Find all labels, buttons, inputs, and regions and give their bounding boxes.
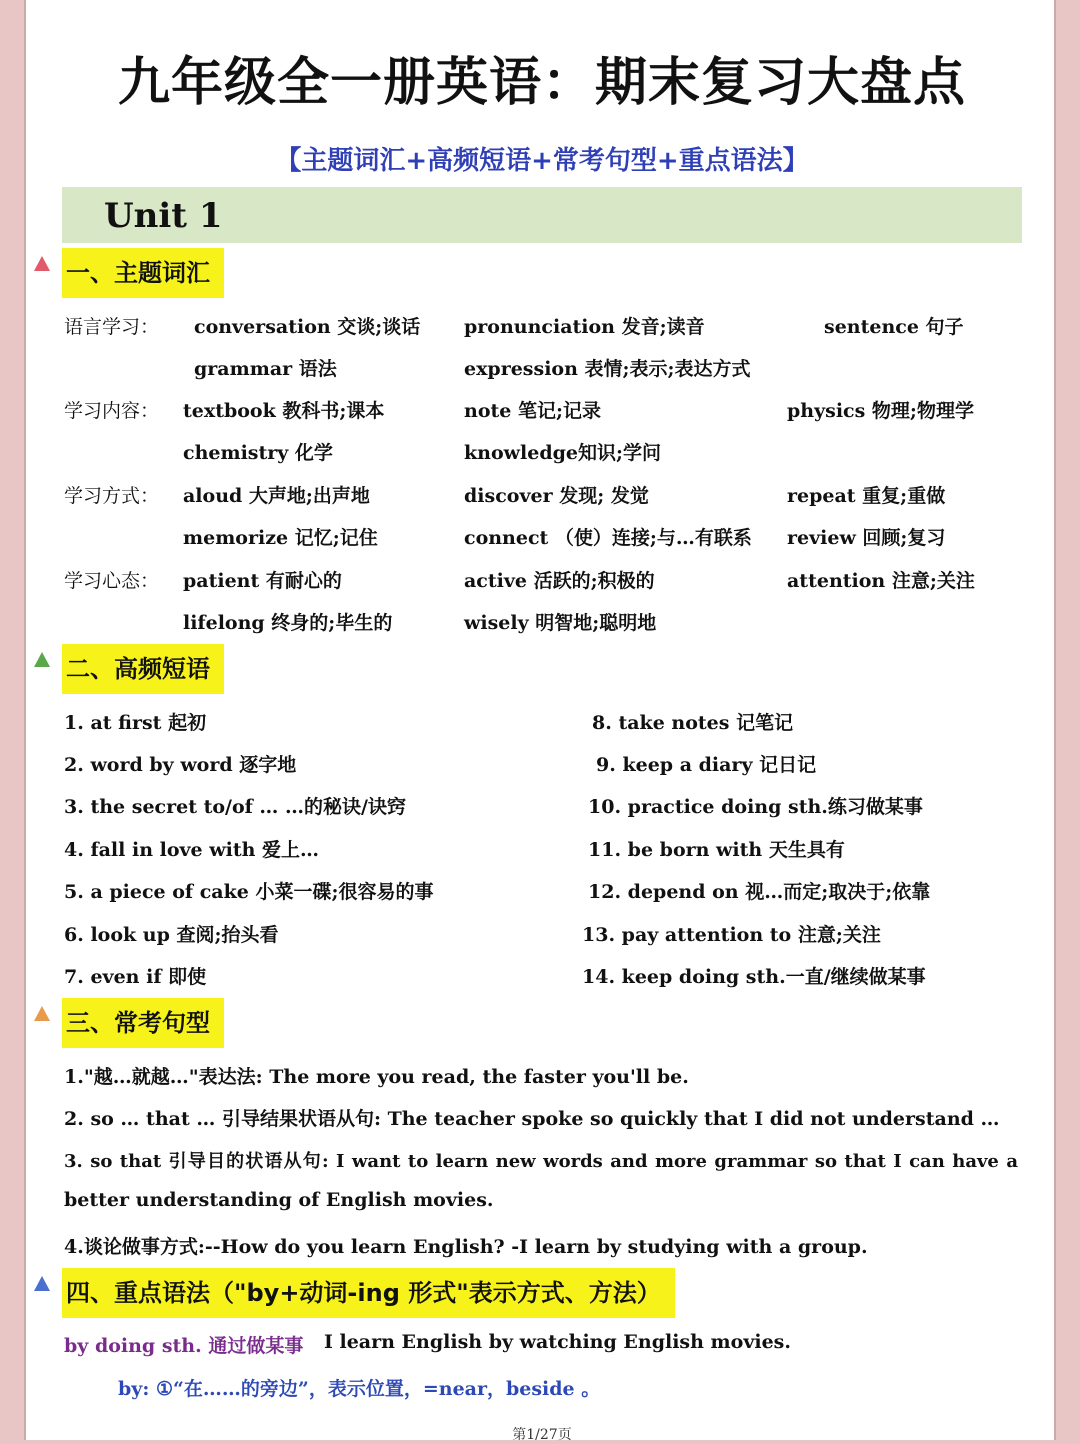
grammar-rule: by doing sth. 通过做某事 <box>64 1335 304 1357</box>
vocab-category: 学习内容： <box>64 400 160 422</box>
pattern-line: 4.谈论做事方式:--How do you learn English? -I learn by studying with a group. <box>64 1236 868 1258</box>
pattern-line: 1."越…就越…"表达法: The more you read, the faster you'll be. <box>64 1066 689 1088</box>
triangle-marker-icon <box>34 652 50 667</box>
vocab-item: patient 有耐心的 <box>183 570 342 592</box>
phrase-item: 13. pay attention to 注意;关注 <box>582 924 881 946</box>
vocab-item: wisely 明智地;聪明地 <box>464 612 657 634</box>
phrase-item: 12. depend on 视…而定;取决于;依靠 <box>588 881 931 903</box>
vocab-category: 学习心态： <box>64 570 160 592</box>
vocab-item: conversation 交谈;谈话 <box>194 316 421 338</box>
pattern-line: 2. so … that … 引导结果状语从句: The teacher spoke so quickly that I did not understand … <box>64 1108 1000 1130</box>
section-heading-vocabulary: 一、主题词汇 <box>62 248 224 298</box>
triangle-marker-icon <box>34 1006 50 1021</box>
triangle-marker-icon <box>34 1276 50 1291</box>
grammar-example: I learn English by watching English movies. <box>324 1331 791 1353</box>
vocab-item: discover 发现; 发觉 <box>464 485 649 507</box>
section-heading-sentence-patterns: 三、常考句型 <box>62 998 224 1048</box>
vocab-item: sentence 句子 <box>824 316 964 338</box>
triangle-marker-icon <box>34 256 50 271</box>
vocab-item: connect （使）连接;与…有联系 <box>464 527 752 549</box>
vocab-item: knowledge知识;学问 <box>464 442 661 464</box>
phrase-item: 2. word by word 逐字地 <box>64 754 297 776</box>
pattern-line: better understanding of English movies. <box>64 1189 494 1211</box>
phrase-item: 4. fall in love with 爱上… <box>64 839 320 861</box>
section-heading-phrases: 二、高频短语 <box>62 644 224 694</box>
phrase-item: 14. keep doing sth.一直/继续做某事 <box>582 966 926 988</box>
unit-title: Unit 1 <box>104 196 223 236</box>
page-number: 第1/27页 <box>512 1427 572 1443</box>
vocab-item: memorize 记忆;记住 <box>183 527 378 549</box>
vocab-category: 语言学习： <box>64 316 160 338</box>
phrase-item: 8. take notes 记笔记 <box>592 712 794 734</box>
phrase-item: 10. practice doing sth.练习做某事 <box>588 796 923 818</box>
phrase-item: 1. at first 起初 <box>64 712 207 734</box>
document-page <box>24 0 1056 1443</box>
vocab-item: aloud 大声地;出声地 <box>183 485 370 507</box>
vocab-item: chemistry 化学 <box>183 442 333 464</box>
phrase-item: 11. be born with 天生具有 <box>588 839 845 861</box>
vocab-item: attention 注意;关注 <box>787 570 975 592</box>
vocab-item: lifelong 终身的;毕生的 <box>183 612 393 634</box>
vocab-item: grammar 语法 <box>194 358 337 380</box>
vocab-item: note 笔记;记录 <box>464 400 601 422</box>
phrase-item: 9. keep a diary 记日记 <box>596 754 817 776</box>
phrase-item: 7. even if 即使 <box>64 966 207 988</box>
vocab-item: expression 表情;表示;表达方式 <box>464 358 751 380</box>
phrase-item: 5. a piece of cake 小菜一碟;很容易的事 <box>64 881 434 903</box>
pattern-line: 3. so that 引导目的状语从句: I want to learn new words and more grammar so that I can have a <box>64 1151 1018 1172</box>
vocab-item: textbook 教科书;课本 <box>183 400 385 422</box>
phrase-item: 6. look up 查阅;抬头看 <box>64 924 279 946</box>
section-heading-grammar: 四、重点语法（"by+动词-ing 形式"表示方式、方法） <box>62 1268 675 1318</box>
vocab-item: active 活跃的;积极的 <box>464 570 655 592</box>
vocab-item: review 回顾;复习 <box>787 527 946 549</box>
page-subtitle: 【主题词汇+高频短语+常考句型+重点语法】 <box>275 146 809 176</box>
vocab-item: repeat 重复;重做 <box>787 485 946 507</box>
grammar-note: by: ①“在……的旁边”，表示位置，=near，beside 。 <box>118 1378 601 1400</box>
page-title: 九年级全一册英语：期末复习大盘点 <box>117 53 966 113</box>
phrase-item: 3. the secret to/of … …的秘诀/诀窍 <box>64 796 406 818</box>
vocab-item: pronunciation 发音;读音 <box>464 316 705 338</box>
vocab-category: 学习方式： <box>64 485 160 507</box>
vocab-item: physics 物理;物理学 <box>787 400 974 422</box>
